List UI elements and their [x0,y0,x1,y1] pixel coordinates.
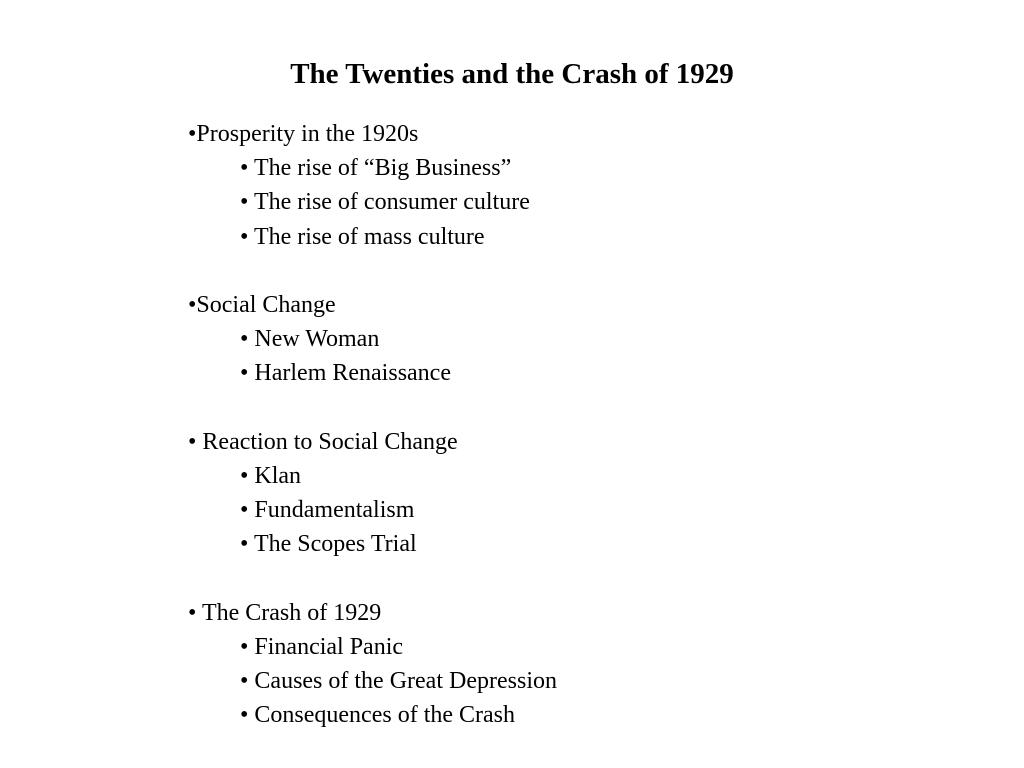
list-item: • Klan [240,462,302,489]
list-item: • Financial Panic [240,633,404,660]
list-item: • Causes of the Great Depression [240,668,557,694]
list-item: • Fundamentalism [240,497,415,524]
list-item: • New Woman [240,326,380,353]
list-item: • Consequences of the Crash [240,702,516,729]
section-prosperity [188,117,888,254]
section-social-change [188,288,888,391]
section-heading: •Prosperity in the 1920s [188,121,419,147]
section-heading: •Social Change [188,291,336,318]
section-heading: • The Crash of 1929 [188,599,382,626]
list-item: • The rise of consumer culture [240,189,530,216]
slide-title: The Twenties and the Crash of 1929 [290,58,734,90]
section-reaction [188,425,888,562]
slide-outline [188,117,888,732]
list-item: • The rise of “Big Business” [240,155,512,182]
list-item: • The Scopes Trial [240,531,417,558]
list-item: • The rise of mass culture [240,223,485,250]
list-item: • Harlem Renaissance [240,360,451,387]
section-crash [188,596,888,733]
section-heading: • Reaction to Social Change [188,428,458,455]
